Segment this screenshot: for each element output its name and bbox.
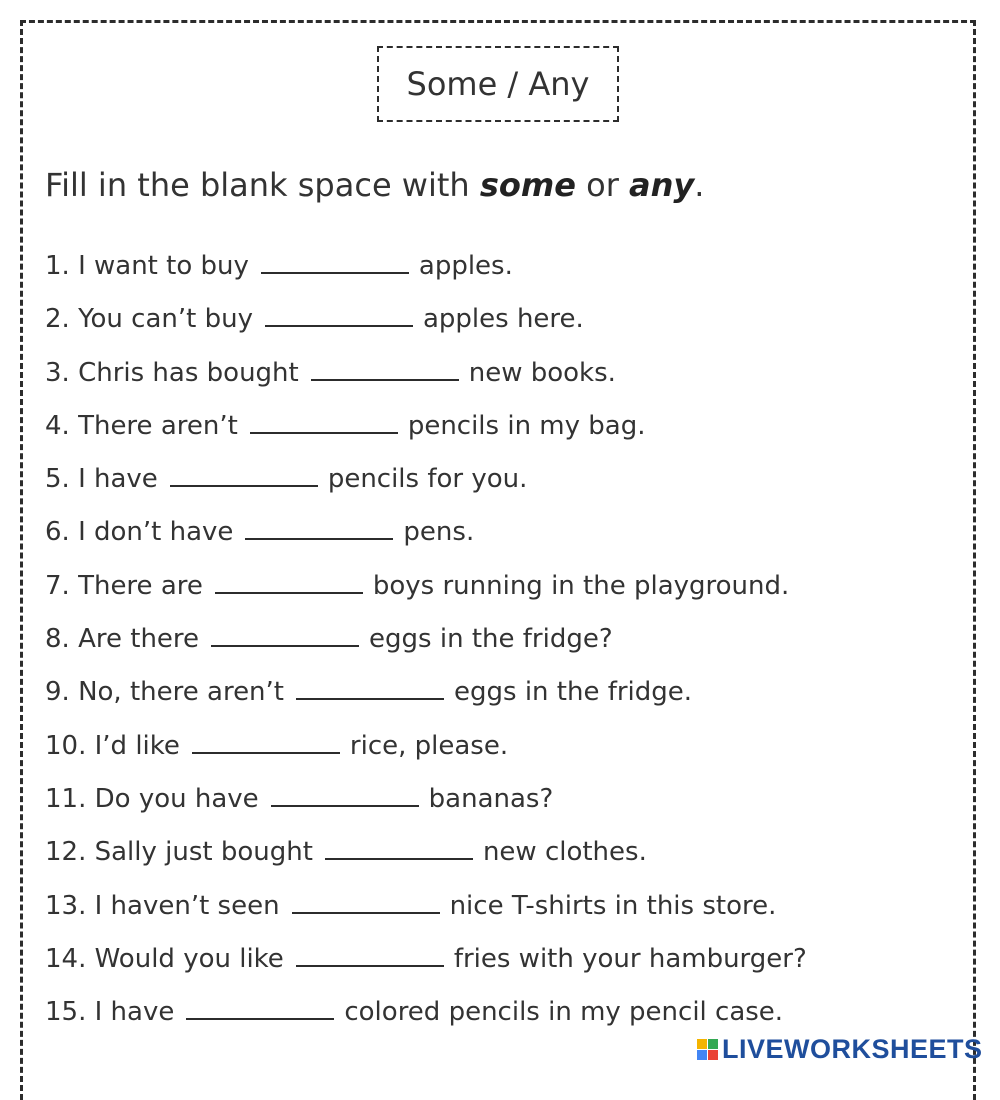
item-text-after: fries with your hamburger? xyxy=(453,943,807,974)
answer-blank[interactable] xyxy=(261,244,409,274)
item-text-before: There aren’t xyxy=(78,410,238,441)
answer-blank[interactable] xyxy=(296,937,444,967)
worksheet-title: Some / Any xyxy=(406,65,590,103)
answer-blank[interactable] xyxy=(215,564,363,594)
item-text-before: I want to buy xyxy=(78,251,249,281)
item-text-before: Chris has bought xyxy=(78,357,299,388)
item-number: 1. xyxy=(45,251,70,281)
item-number: 5. xyxy=(45,464,70,495)
worksheet-title-box xyxy=(377,46,619,122)
exercise-item xyxy=(45,826,807,879)
item-text-after: pens. xyxy=(403,517,475,548)
answer-blank[interactable] xyxy=(250,404,398,434)
item-number: 6. xyxy=(45,517,70,548)
item-text-before: Do you have xyxy=(94,783,259,814)
item-text-before: There are xyxy=(78,570,203,601)
exercise-item xyxy=(45,347,807,400)
item-text-before: Are there xyxy=(78,624,200,655)
item-text-before: Sally just bought xyxy=(94,837,313,868)
item-text-after: rice, please. xyxy=(349,730,509,761)
item-number: 11. xyxy=(45,783,87,814)
item-number: 8. xyxy=(45,624,70,655)
item-text-before: I haven’t seen xyxy=(94,890,280,921)
item-text-after: pencils for you. xyxy=(327,464,528,495)
item-text-before: Would you like xyxy=(94,943,284,974)
answer-blank[interactable] xyxy=(265,297,413,327)
exercise-item xyxy=(45,986,807,1039)
answer-blank[interactable] xyxy=(211,617,359,647)
item-number: 14. xyxy=(45,943,87,974)
logo-square xyxy=(697,1050,707,1060)
exercise-item xyxy=(45,720,807,773)
item-text-before: I’d like xyxy=(94,730,180,761)
exercise-item xyxy=(45,293,807,346)
item-number: 2. xyxy=(45,304,70,335)
exercise-item xyxy=(45,666,807,719)
item-text-after: pencils in my bag. xyxy=(407,410,646,441)
exercise-list xyxy=(45,240,807,1039)
exercise-item xyxy=(45,880,807,933)
exercise-item xyxy=(45,560,807,613)
item-number: 12. xyxy=(45,837,87,868)
item-number: 15. xyxy=(45,997,87,1028)
logo-square xyxy=(697,1039,707,1049)
exercise-item xyxy=(45,400,807,453)
instruction-text xyxy=(45,166,704,204)
instruction-prefix: Fill in the blank space with xyxy=(45,166,480,204)
item-text-before: No, there aren’t xyxy=(78,677,284,708)
answer-blank[interactable] xyxy=(186,990,334,1020)
answer-blank[interactable] xyxy=(245,510,393,540)
item-text-before: You can’t buy xyxy=(78,304,253,335)
item-number: 7. xyxy=(45,570,70,601)
exercise-item xyxy=(45,933,807,986)
answer-blank[interactable] xyxy=(271,777,419,807)
logo-square xyxy=(708,1050,718,1060)
item-text-after: apples here. xyxy=(422,304,584,335)
instruction-word-some: some xyxy=(479,166,576,204)
item-text-after: colored pencils in my pencil case. xyxy=(344,997,784,1028)
answer-blank[interactable] xyxy=(296,670,444,700)
exercise-item xyxy=(45,613,807,666)
liveworksheets-logo-text: LIVEWORKSHEETS xyxy=(722,1034,983,1064)
item-text-after: eggs in the fridge. xyxy=(454,677,693,708)
exercise-item xyxy=(45,773,807,826)
item-text-after: new books. xyxy=(468,357,616,388)
exercise-item xyxy=(45,240,807,293)
logo-square xyxy=(708,1039,718,1049)
item-text-before: I don’t have xyxy=(78,517,234,548)
exercise-item xyxy=(45,506,807,559)
answer-blank[interactable] xyxy=(325,830,473,860)
item-number: 9. xyxy=(45,677,70,708)
answer-blank[interactable] xyxy=(170,457,318,487)
answer-blank[interactable] xyxy=(192,724,340,754)
item-text-before: I have xyxy=(94,997,175,1028)
answer-blank[interactable] xyxy=(311,351,459,381)
item-text-after: new clothes. xyxy=(482,837,647,868)
liveworksheets-logo-icon xyxy=(697,1039,718,1060)
exercise-item xyxy=(45,453,807,506)
item-number: 3. xyxy=(45,357,70,388)
item-text-before: I have xyxy=(78,464,158,495)
item-text-after: eggs in the fridge? xyxy=(369,624,613,655)
instruction-word-any: any xyxy=(629,166,695,204)
item-text-after: boys running in the playground. xyxy=(372,570,790,601)
liveworksheets-logo xyxy=(697,1034,983,1065)
item-number: 13. xyxy=(45,890,87,921)
answer-blank[interactable] xyxy=(292,884,440,914)
item-number: 4. xyxy=(45,410,70,441)
item-text-after: apples. xyxy=(418,251,513,281)
instruction-suffix: . xyxy=(694,166,705,204)
item-text-after: bananas? xyxy=(428,783,554,814)
instruction-middle: or xyxy=(575,166,630,204)
item-number: 10. xyxy=(45,730,87,761)
item-text-after: nice T-shirts in this store. xyxy=(449,890,777,921)
